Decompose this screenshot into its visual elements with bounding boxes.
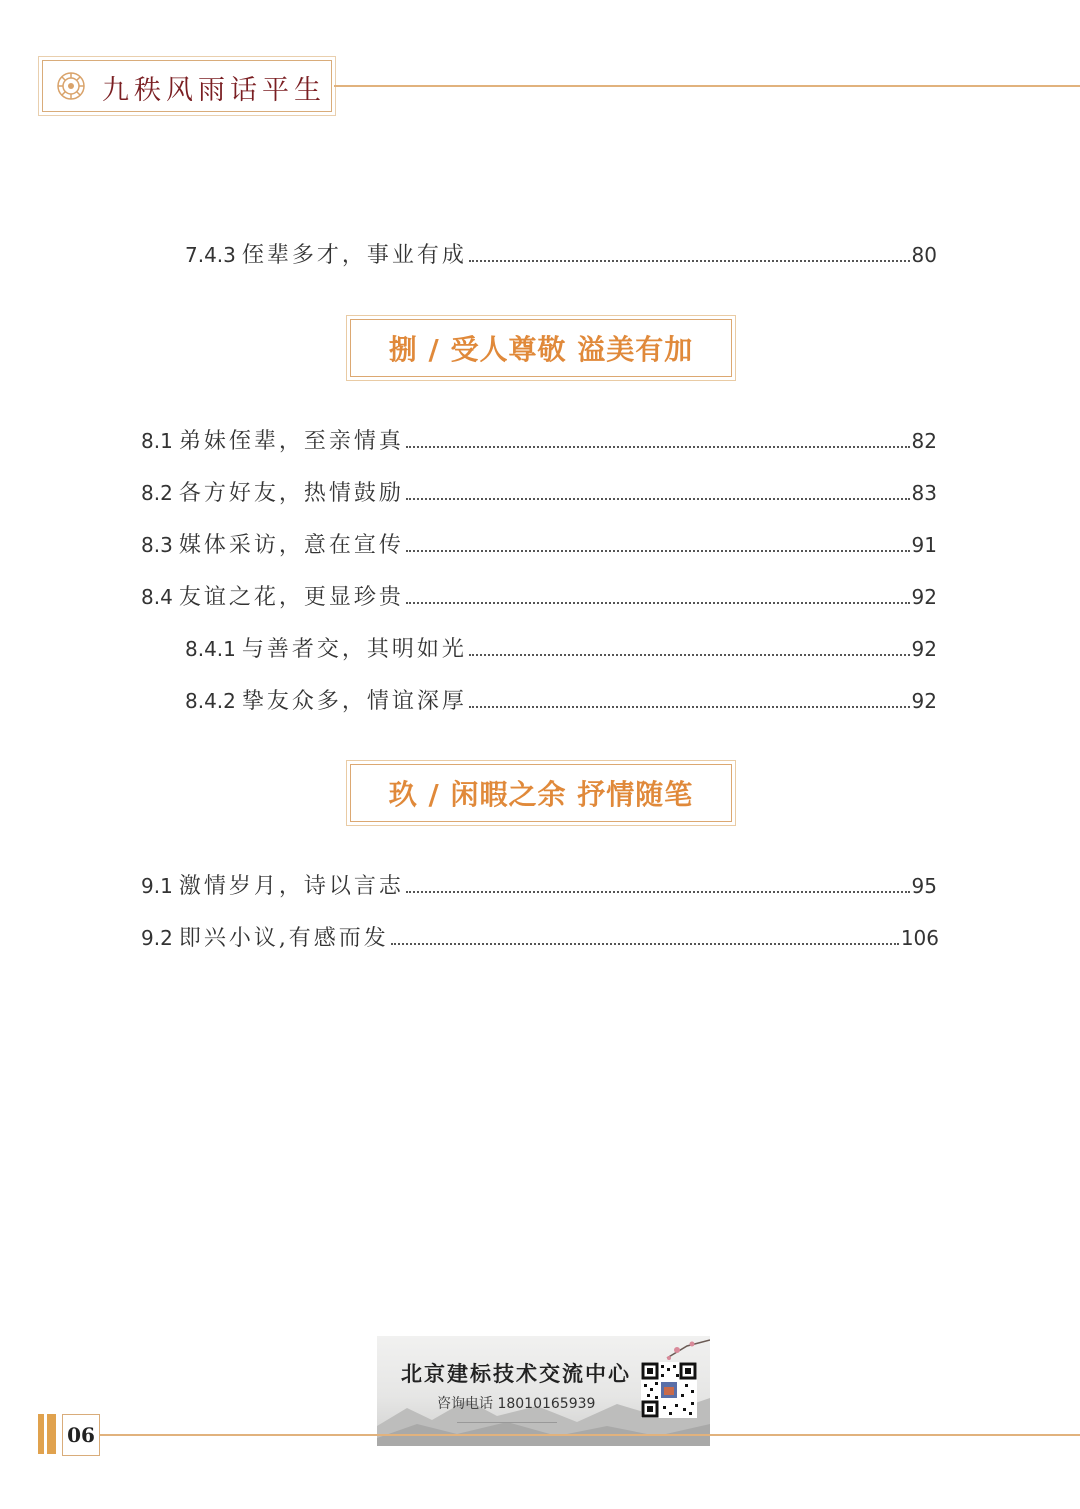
toc-entry-number: 8.4 <box>141 585 173 609</box>
toc-entry[interactable] <box>141 528 937 558</box>
page-number: 06 <box>67 1423 95 1447</box>
toc-entry-title: 弟妹侄辈，至亲情真 <box>178 429 404 454</box>
toc-leader-dots <box>406 602 910 604</box>
toc-entry-page: 91 <box>911 533 937 557</box>
toc-entry-number: 8.1 <box>141 429 173 453</box>
toc-entry[interactable] <box>141 869 937 899</box>
toc-entry-number: 8.4.1 <box>185 637 236 661</box>
chapter-title: 玖 / 闲暇之余 抒情随笔 <box>388 778 694 811</box>
footer-ornament <box>38 1414 56 1454</box>
toc-entry-title: 各方好友，热情鼓励 <box>178 481 404 506</box>
toc-entry-number: 7.4.3 <box>185 243 236 267</box>
toc-entry-number: 8.3 <box>141 533 173 557</box>
toc-entry-page: 82 <box>911 429 937 453</box>
toc-entry-title: 与善者交，其明如光 <box>241 637 467 662</box>
toc-leader-dots <box>406 446 910 448</box>
banner-title: 北京建标技术交流中心 <box>401 1361 631 1386</box>
banner-divider <box>457 1422 557 1423</box>
toc-leader-dots <box>469 654 910 656</box>
toc-leader-dots <box>469 706 910 708</box>
toc-entry[interactable] <box>141 424 937 454</box>
toc-entry-number: 9.1 <box>141 874 173 898</box>
chapter-title: 捌 / 受人尊敬 溢美有加 <box>388 333 694 366</box>
toc-entry-title: 挚友众多，情谊深厚 <box>241 689 467 714</box>
toc-leader-dots <box>406 550 910 552</box>
toc-entry[interactable] <box>141 580 937 610</box>
toc-leader-dots <box>391 943 899 945</box>
toc-entry-page: 95 <box>911 874 937 898</box>
toc-entry[interactable] <box>185 238 937 268</box>
advert-banner <box>377 1336 710 1446</box>
toc-leader-dots <box>406 498 910 500</box>
toc-entry[interactable] <box>185 632 937 662</box>
toc-entry-page: 80 <box>911 243 937 267</box>
header-rule <box>334 85 1080 87</box>
qr-code-icon[interactable] <box>641 1362 697 1418</box>
lotus-emblem-icon <box>56 71 86 101</box>
toc-leader-dots <box>406 891 910 893</box>
toc-entry-number: 8.2 <box>141 481 173 505</box>
toc-entry-page: 106 <box>900 926 939 950</box>
toc-entry-number: 9.2 <box>141 926 173 950</box>
toc-entry-number: 8.4.2 <box>185 689 236 713</box>
toc-entry[interactable] <box>141 476 937 506</box>
toc-entry-title: 媒体采访，意在宣传 <box>178 533 404 558</box>
toc-entry-page: 92 <box>911 637 937 661</box>
banner-phone: 咨询电话 18010165939 <box>437 1396 596 1412</box>
toc-entry-page: 83 <box>911 481 937 505</box>
chapter-heading-box <box>350 764 732 822</box>
toc-entry[interactable] <box>185 684 937 714</box>
page-number-box <box>62 1414 100 1456</box>
toc-entry[interactable] <box>141 921 939 951</box>
book-title: 九秩风雨话平生 <box>102 75 326 106</box>
toc-entry-page: 92 <box>911 689 937 713</box>
toc-entry-title: 侄辈多才，事业有成 <box>241 243 467 268</box>
toc-entry-title: 即兴小议,有感而发 <box>178 926 389 951</box>
footer-rule <box>100 1434 1080 1436</box>
toc-entry-title: 友谊之花，更显珍贵 <box>178 585 404 610</box>
toc-entry-page: 92 <box>911 585 937 609</box>
chapter-heading-box <box>350 319 732 377</box>
toc-entry-title: 激情岁月，诗以言志 <box>178 874 404 899</box>
toc-leader-dots <box>469 260 910 262</box>
